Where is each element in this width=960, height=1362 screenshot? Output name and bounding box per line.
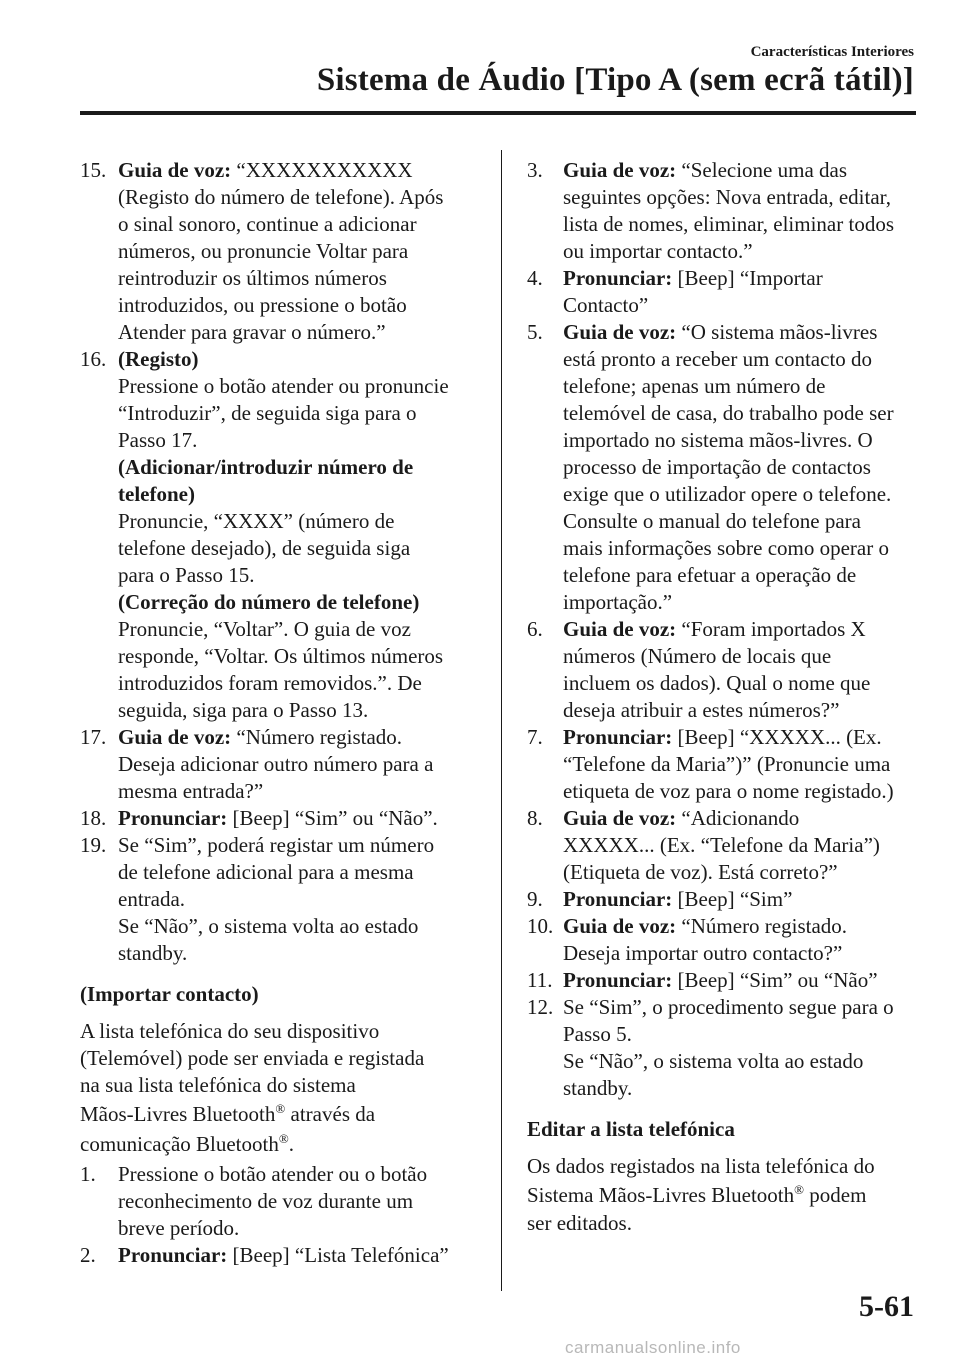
step-16 <box>80 346 480 724</box>
step-text: entrada. <box>118 887 186 911</box>
step-text: Se “Sim”, o procedimento segue para o <box>563 995 894 1019</box>
step-label: Pronunciar: <box>563 887 673 911</box>
paragraph-text: A lista telefónica do seu dispositivo <box>80 1019 380 1043</box>
sub-heading: (Adicionar/introduzir número de <box>118 455 414 479</box>
paragraph-text: na sua lista telefónica do sistema <box>80 1073 356 1097</box>
step-text: “Introduzir”, de seguida siga para o <box>118 401 417 425</box>
step-text: Atender para gravar o número.” <box>118 320 386 344</box>
step-text: (Registo do número de telefone). Após <box>118 185 444 209</box>
step-text: incluem os dados). Qual o nome que <box>563 671 871 695</box>
right-column <box>527 157 919 1237</box>
column-divider <box>501 150 502 1291</box>
step-text: para o Passo 15. <box>118 563 255 587</box>
step-text: Se “Sim”, poderá registar um número <box>118 833 435 857</box>
paragraph-text: (Telemóvel) pode ser enviada e registada <box>80 1046 425 1070</box>
step-text: Se “Não”, o sistema volta ao estado <box>563 1049 864 1073</box>
step-text: Pressione o botão atender ou pronuncie <box>118 374 449 398</box>
step-8 <box>527 805 919 886</box>
step-1 <box>80 1161 480 1242</box>
step-text: “Foram importados X <box>676 617 866 641</box>
step-4 <box>527 265 919 319</box>
step-text: Pronuncie, “Voltar”. O guia de voz <box>118 617 411 641</box>
step-18 <box>80 805 480 832</box>
step-label: Pronunciar: <box>563 968 673 992</box>
registered-mark: ® <box>278 1131 289 1146</box>
step-text: (Etiqueta de voz). Está correto?” <box>563 860 838 884</box>
paragraph-text: . <box>288 1132 294 1156</box>
step-text: standby. <box>118 941 188 965</box>
paragraph-text: através da <box>285 1102 376 1126</box>
page-number: 5-61 <box>859 1290 914 1323</box>
registered-mark: ® <box>275 1101 286 1116</box>
step-text: telemóvel de casa, do trabalho pode ser <box>563 401 894 425</box>
step-text: [Beep] “Importar <box>672 266 823 290</box>
step-label: Guia de voz: <box>563 158 677 182</box>
watermark: carmanualsonline.info <box>565 1338 741 1357</box>
step-text: Pronuncie, “XXXX” (número de <box>118 509 395 533</box>
step-text: reintroduzir os últimos números <box>118 266 387 290</box>
step-number: 17. <box>80 725 107 749</box>
step-text: “Adicionando <box>676 806 800 830</box>
step-number: 4. <box>527 266 543 290</box>
step-5 <box>527 319 919 616</box>
step-text: [Beep] “Lista Telefónica” <box>227 1243 449 1267</box>
step-text: Deseja adicionar outro número para a <box>118 752 434 776</box>
step-text: importado no sistema mãos-livres. O <box>563 428 873 452</box>
step-text: mais informações sobre como operar o <box>563 536 889 560</box>
header-divider <box>80 111 916 115</box>
step-number: 5. <box>527 320 543 344</box>
step-15 <box>80 157 480 346</box>
step-label: Guia de voz: <box>118 725 232 749</box>
step-text: reconhecimento de voz durante um <box>118 1189 414 1213</box>
step-label: Pronunciar: <box>563 725 673 749</box>
step-text: Consulte o manual do telefone para <box>563 509 861 533</box>
step-text: mesma entrada?” <box>118 779 264 803</box>
paragraph-text: ser editados. <box>527 1211 632 1235</box>
step-number: 6. <box>527 617 543 641</box>
step-2 <box>80 1242 480 1269</box>
step-text: [Beep] “Sim” <box>672 887 793 911</box>
step-text: seguintes opções: Nova entrada, editar, <box>563 185 892 209</box>
step-number: 18. <box>80 806 107 830</box>
paragraph-text: Os dados registados na lista telefónica do <box>527 1154 875 1178</box>
step-19 <box>80 832 480 967</box>
step-label: Pronunciar: <box>563 266 673 290</box>
step-text: ou importar contacto.” <box>563 239 753 263</box>
sub-heading: telefone) <box>118 482 195 506</box>
step-label: Guia de voz: <box>563 806 677 830</box>
step-text: responde, “Voltar. Os últimos números <box>118 644 444 668</box>
sub-heading: (Correção do número de telefone) <box>118 590 420 614</box>
step-number: 8. <box>527 806 543 830</box>
step-number: 2. <box>80 1243 96 1267</box>
step-text: lista de nomes, eliminar, eliminar todos <box>563 212 895 236</box>
step-text: etiqueta de voz para o nome registado.) <box>563 779 894 803</box>
paragraph-text: Sistema Mãos-Livres Bluetooth <box>527 1183 795 1207</box>
step-label: Pronunciar: <box>118 806 228 830</box>
step-text: “Selecione uma das <box>676 158 848 182</box>
step-11 <box>527 967 919 994</box>
step-10 <box>527 913 919 967</box>
import-paragraph <box>80 1018 480 1159</box>
step-text: números, ou pronuncie Voltar para <box>118 239 409 263</box>
paragraph-text: Mãos-Livres Bluetooth <box>80 1102 276 1126</box>
step-number: 12. <box>527 995 554 1019</box>
step-text: “Telefone da Maria”)” (Pronuncie uma <box>563 752 891 776</box>
step-text: “Número registado. <box>231 725 403 749</box>
left-column <box>80 157 480 1269</box>
step-text: Passo 5. <box>563 1022 632 1046</box>
step-number: 9. <box>527 887 543 911</box>
step-9 <box>527 886 919 913</box>
step-text: de telefone adicional para a mesma <box>118 860 414 884</box>
step-text: introduzidos foram removidos.”. De <box>118 671 422 695</box>
step-text: breve período. <box>118 1216 240 1240</box>
step-text: “Número registado. <box>676 914 848 938</box>
step-number: 15. <box>80 158 107 182</box>
step-number: 10. <box>527 914 554 938</box>
step-text: o sinal sonoro, continue a adicionar <box>118 212 417 236</box>
registered-mark: ® <box>794 1182 805 1197</box>
step-text: telefone; apenas um número de <box>563 374 826 398</box>
step-text: importação.” <box>563 590 673 614</box>
step-text: processo de importação de contactos <box>563 455 871 479</box>
step-text: XXXXX... (Ex. “Telefone da Maria”) <box>563 833 880 857</box>
step-text: “O sistema mãos-livres <box>676 320 878 344</box>
step-text: “XXXXXXXXXXX <box>231 158 413 182</box>
step-text: Contacto” <box>563 293 649 317</box>
edit-phonebook-heading: Editar a lista telefónica <box>527 1117 735 1141</box>
section-label: Características Interiores <box>750 44 914 60</box>
paragraph-text: podem <box>804 1183 867 1207</box>
step-text: introduzidos, ou pressione o botão <box>118 293 407 317</box>
step-number: 3. <box>527 158 543 182</box>
step-label: Guia de voz: <box>118 158 232 182</box>
step-text: exige que o utilizador opere o telefone. <box>563 482 892 506</box>
step-text: números (Número de locais que <box>563 644 832 668</box>
import-contact-heading: (Importar contacto) <box>80 982 259 1006</box>
page-title: Sistema de Áudio [Tipo A (sem ecrã tátil)] <box>316 62 914 98</box>
step-text: está pronto a receber um contacto do <box>563 347 873 371</box>
step-label: Pronunciar: <box>118 1243 228 1267</box>
step-12 <box>527 994 919 1102</box>
step-text: [Beep] “Sim” ou “Não”. <box>227 806 438 830</box>
step-text: [Beep] “Sim” ou “Não” <box>672 968 878 992</box>
paragraph-text: comunicação Bluetooth <box>80 1132 279 1156</box>
step-text: seguida, siga para o Passo 13. <box>118 698 369 722</box>
step-text: Pressione o botão atender ou o botão <box>118 1162 428 1186</box>
step-text: standby. <box>563 1076 633 1100</box>
step-text: Se “Não”, o sistema volta ao estado <box>118 914 419 938</box>
step-text: deseja atribuir a estes números?” <box>563 698 840 722</box>
step-label: Guia de voz: <box>563 320 677 344</box>
sub-heading: (Registo) <box>118 347 199 371</box>
step-text: Passo 17. <box>118 428 198 452</box>
step-text: Deseja importar outro contacto?” <box>563 941 843 965</box>
step-label: Guia de voz: <box>563 617 677 641</box>
step-3 <box>527 157 919 265</box>
step-6 <box>527 616 919 724</box>
step-number: 11. <box>527 968 553 992</box>
step-7 <box>527 724 919 805</box>
step-text: [Beep] “XXXXX... (Ex. <box>672 725 882 749</box>
step-text: telefone para efetuar a operação de <box>563 563 857 587</box>
step-17 <box>80 724 480 805</box>
step-text: telefone desejado), de seguida siga <box>118 536 411 560</box>
step-label: Guia de voz: <box>563 914 677 938</box>
edit-paragraph <box>527 1153 919 1237</box>
step-number: 7. <box>527 725 543 749</box>
step-number: 1. <box>80 1162 96 1186</box>
step-number: 16. <box>80 347 107 371</box>
step-number: 19. <box>80 833 107 857</box>
